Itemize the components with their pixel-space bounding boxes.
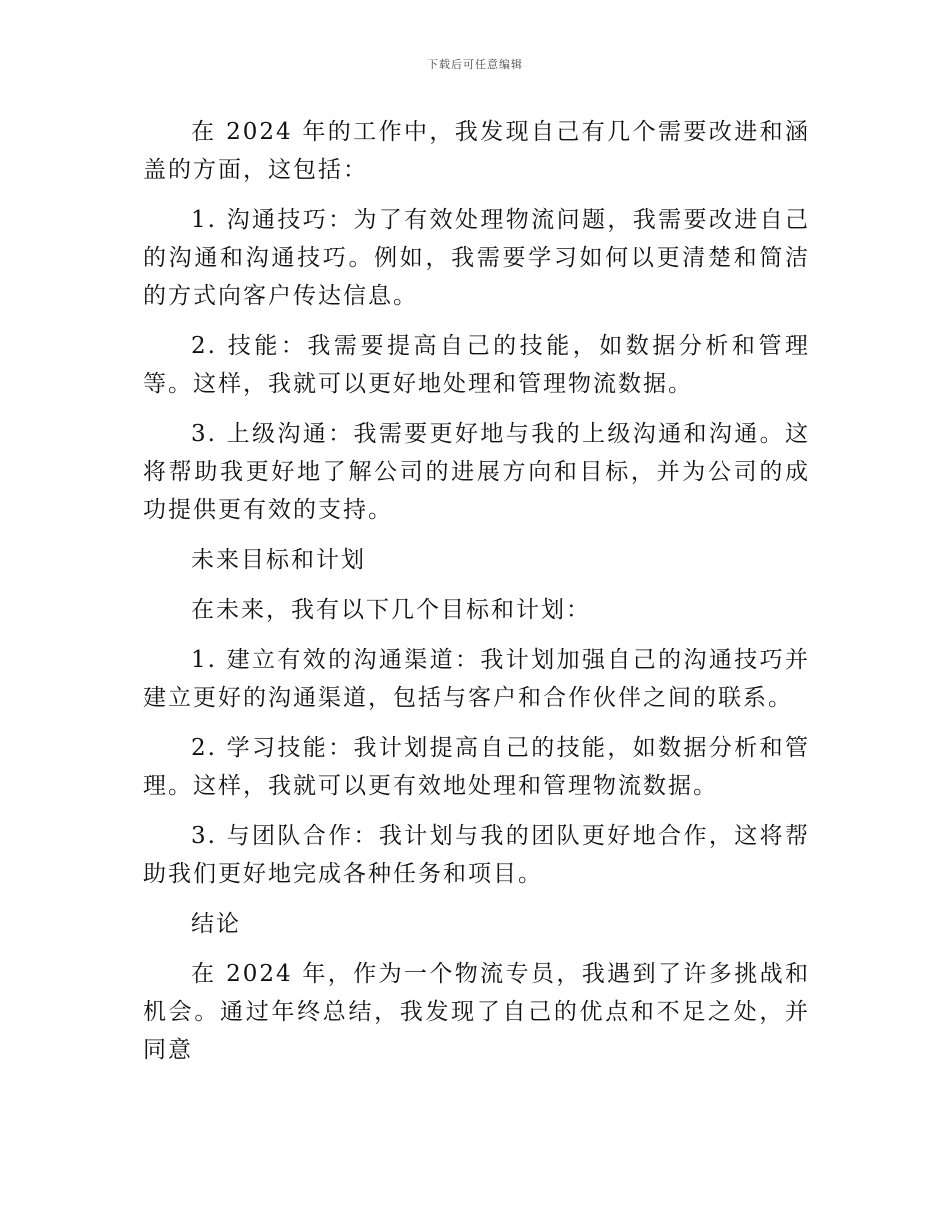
paragraph-skills: 2. 技能：我需要提高自己的技能，如数据分析和管理等。这样，我就可以更好地处理和管理物流数据。 (143, 333, 810, 397)
paragraph-goal-teamwork: 3. 与团队合作：我计划与我的团队更好地合作，这将帮助我们更好地完成各种任务和项目。 (143, 823, 810, 887)
paragraph-goal-channels: 1. 建立有效的沟通渠道：我计划加强自己的沟通技巧并建立更好的沟通渠道，包括与客户和合作伙伴之间的联系。 (143, 647, 810, 711)
paragraph-supervisor-communication: 3. 上级沟通：我需要更好地与我的上级沟通和沟通。这将帮助我更好地了解公司的进展方向和目标，并为公司的成功提供更有效的支持。 (143, 421, 810, 523)
section-heading-future-goals: 未来目标和计划 (191, 547, 366, 573)
paragraph-future-intro: 在未来，我有以下几个目标和计划： (191, 597, 591, 623)
page-header: 下载后可任意编辑 (427, 58, 523, 71)
paragraph-communication-skills: 1. 沟通技巧：为了有效处理物流问题，我需要改进自己的沟通和沟通技巧。例如，我需要学习如何以更清楚和简洁的方式向客户传达信息。 (143, 207, 810, 309)
section-heading-conclusion: 结论 (191, 911, 241, 937)
paragraph-goal-learning: 2. 学习技能：我计划提高自己的技能，如数据分析和管理。这样，我就可以更有效地处理和管理物流数据。 (143, 735, 810, 799)
paragraph-conclusion: 在 2024 年，作为一个物流专员，我遇到了许多挑战和机会。通过年终总结，我发现了自己的优点和不足之处，并同意 (143, 961, 810, 1063)
paragraph-improvement-intro: 在 2024 年的工作中，我发现自己有几个需要改进和涵盖的方面，这包括： (143, 119, 810, 183)
document-body (143, 113, 810, 1081)
